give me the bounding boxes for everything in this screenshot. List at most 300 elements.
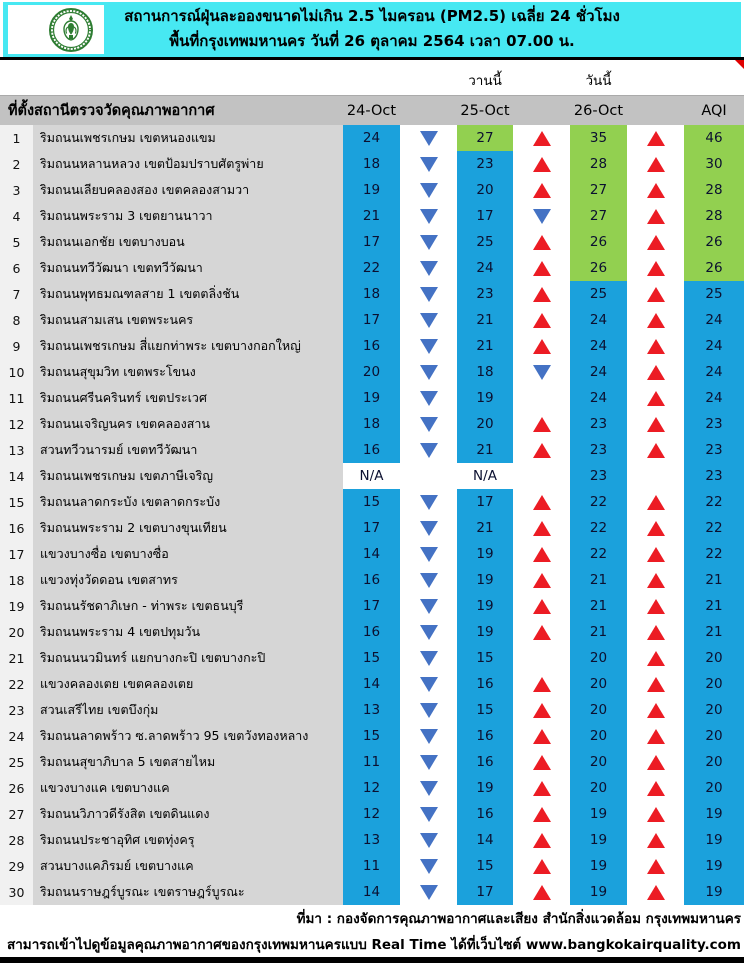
station-name: ริมถนนพระราม 2 เขตบางขุนเทียน [33,515,343,541]
value-cell-24oct: 12 [343,775,400,801]
trend-up-icon [647,313,665,328]
trend-down-icon [420,235,438,250]
trend-up-icon [647,443,665,458]
trend-up-icon [533,859,551,874]
corner-marker-icon [735,60,744,69]
value-cell-26oct: 20 [570,671,627,697]
trend-cell [513,827,570,853]
report-title: สถานการณ์ฝุ่นละอองขนาดไม่เกิน 2.5 ไมครอน (PM2.5) เฉลี่ย 24 ชั่วโมง [124,7,620,25]
value-cell-25oct: 25 [457,229,513,255]
value-cell-25oct: 15 [457,645,513,671]
trend-down-icon [420,755,438,770]
value-cell-26oct: 22 [570,515,627,541]
value-cell-25oct: 15 [457,697,513,723]
table-body [0,125,744,905]
table-row [0,489,744,515]
value-cell-25oct: 21 [457,333,513,359]
value-cell-aqi: 28 [684,177,744,203]
trend-cell [627,697,684,723]
trend-cell [513,749,570,775]
trend-cell [513,723,570,749]
table-row [0,463,744,489]
trend-down-icon [420,703,438,718]
value-cell-26oct: 24 [570,307,627,333]
day-label-row [0,60,744,95]
trend-cell [513,411,570,437]
value-cell-aqi: 21 [684,619,744,645]
trend-cell [400,333,457,359]
trend-cell [400,385,457,411]
trend-cell [627,541,684,567]
value-cell-aqi: 23 [684,437,744,463]
value-cell-aqi: 20 [684,671,744,697]
value-cell-24oct: 24 [343,125,400,151]
row-number: 14 [0,463,33,489]
table-row [0,671,744,697]
value-cell-aqi: 30 [684,151,744,177]
station-name: ริมถนนนวมินทร์ แยกบางกะปิ เขตบางกะปิ [33,645,343,671]
trend-cell [400,255,457,281]
trend-up-icon [647,573,665,588]
row-number: 20 [0,619,33,645]
value-cell-aqi: 23 [684,411,744,437]
table-row [0,879,744,905]
value-cell-26oct: 24 [570,359,627,385]
value-cell-26oct: 25 [570,281,627,307]
trend-up-icon [647,417,665,432]
trend-cell [400,853,457,879]
trend-up-icon [647,391,665,406]
table-row [0,827,744,853]
value-cell-25oct: 21 [457,437,513,463]
row-number: 7 [0,281,33,307]
trend-cell [627,385,684,411]
value-cell-24oct: 21 [343,203,400,229]
trend-cell [627,749,684,775]
trend-cell [513,645,570,671]
table-row [0,307,744,333]
table-row [0,281,744,307]
table-row [0,515,744,541]
trend-up-icon [533,807,551,822]
value-cell-24oct: 20 [343,359,400,385]
station-name: ริมถนนประชาอุทิศ เขตทุ่งครุ [33,827,343,853]
row-number: 29 [0,853,33,879]
value-cell-24oct: 18 [343,411,400,437]
trend-cell [513,671,570,697]
trend-up-icon [533,443,551,458]
trend-up-icon [533,547,551,562]
table-row [0,775,744,801]
trend-up-icon [647,235,665,250]
value-cell-25oct: 19 [457,541,513,567]
trend-up-icon [533,313,551,328]
value-cell-26oct: 27 [570,177,627,203]
value-cell-25oct: 16 [457,671,513,697]
trend-cell [513,879,570,905]
row-number: 12 [0,411,33,437]
trend-cell [513,255,570,281]
trend-cell [627,619,684,645]
trend-up-icon [647,755,665,770]
station-name: ริมถนนเจริญนคร เขตคลองสาน [33,411,343,437]
value-cell-aqi: 24 [684,359,744,385]
value-cell-24oct: 19 [343,385,400,411]
trend-cell [400,489,457,515]
trend-cell [627,879,684,905]
row-number: 18 [0,567,33,593]
trend-up-icon [647,703,665,718]
value-cell-25oct: 19 [457,593,513,619]
trend-down-icon [420,599,438,614]
trend-up-icon [647,261,665,276]
table-row [0,697,744,723]
column-header-26oct: 26-Oct [573,102,624,119]
value-cell-aqi: 22 [684,515,744,541]
station-name: สวนทวีวนารมย์ เขตทวีวัฒนา [33,437,343,463]
trend-cell [513,333,570,359]
table-row [0,411,744,437]
bottom-bar [0,957,744,963]
value-cell-24oct: 18 [343,151,400,177]
trend-down-icon [420,313,438,328]
value-cell-aqi: 20 [684,645,744,671]
row-number: 13 [0,437,33,463]
trend-cell [400,697,457,723]
value-cell-24oct: 13 [343,697,400,723]
station-name: ริมถนนราษฎร์บูรณะ เขตราษฎร์บูรณะ [33,879,343,905]
row-number: 16 [0,515,33,541]
trend-up-icon [533,157,551,172]
trend-up-icon [533,833,551,848]
value-cell-25oct: N/A [457,463,513,489]
value-cell-25oct: 17 [457,203,513,229]
trend-cell [513,203,570,229]
value-cell-aqi: 19 [684,879,744,905]
trend-cell [400,801,457,827]
station-name: ริมถนนพระราม 3 เขตยานนาวา [33,203,343,229]
value-cell-24oct: 11 [343,749,400,775]
table-row [0,593,744,619]
trend-cell [513,281,570,307]
trend-cell [627,723,684,749]
value-cell-24oct: N/A [343,463,400,489]
trend-up-icon [647,781,665,796]
trend-down-icon [420,183,438,198]
station-name: แขวงบางแค เขตบางแค [33,775,343,801]
trend-cell [627,827,684,853]
trend-cell [627,307,684,333]
value-cell-24oct: 11 [343,853,400,879]
trend-cell [400,281,457,307]
station-name: ริมถนนสุขุมวิท เขตพระโขนง [33,359,343,385]
value-cell-aqi: 24 [684,307,744,333]
trend-cell [627,281,684,307]
trend-up-icon [533,755,551,770]
value-cell-26oct: 20 [570,775,627,801]
row-number: 26 [0,775,33,801]
value-cell-25oct: 14 [457,827,513,853]
table-row [0,853,744,879]
table-row [0,359,744,385]
trend-up-icon [533,677,551,692]
trend-cell [513,229,570,255]
trend-up-icon [647,547,665,562]
trend-down-icon [420,781,438,796]
source-line: ที่มา : กองจัดการคุณภาพอากาศและเสียง สำนักสิ่งแวดล้อม กรุงเทพมหานคร [0,905,744,931]
value-cell-26oct: 22 [570,489,627,515]
trend-down-icon [420,339,438,354]
trend-up-icon [647,807,665,822]
value-cell-24oct: 15 [343,645,400,671]
trend-cell [513,619,570,645]
trend-cell [400,307,457,333]
station-name: แขวงคลองเตย เขตคลองเตย [33,671,343,697]
row-number: 19 [0,593,33,619]
value-cell-26oct: 21 [570,593,627,619]
today-label: วันนี้ [585,73,612,89]
station-name: ริมถนนศรีนครินทร์ เขตประเวศ [33,385,343,411]
trend-cell [627,853,684,879]
trend-up-icon [647,729,665,744]
trend-cell [513,515,570,541]
trend-up-icon [533,599,551,614]
trend-up-icon [647,677,665,692]
station-name: ริมถนนเพชรเกษม เขตภาษีเจริญ [33,463,343,489]
trend-cell [627,255,684,281]
value-cell-25oct: 17 [457,879,513,905]
value-cell-aqi: 20 [684,723,744,749]
table-row [0,801,744,827]
value-cell-24oct: 15 [343,489,400,515]
value-cell-aqi: 21 [684,567,744,593]
trend-up-icon [533,703,551,718]
row-number: 9 [0,333,33,359]
value-cell-aqi: 23 [684,463,744,489]
trend-up-icon [533,235,551,250]
row-number: 22 [0,671,33,697]
value-cell-aqi: 19 [684,827,744,853]
value-cell-24oct: 14 [343,541,400,567]
trend-up-icon [647,339,665,354]
trend-cell [400,567,457,593]
trend-cell [400,229,457,255]
value-cell-26oct: 28 [570,151,627,177]
trend-cell [627,333,684,359]
table-row [0,203,744,229]
value-cell-25oct: 16 [457,723,513,749]
trend-cell [513,567,570,593]
value-cell-24oct: 15 [343,723,400,749]
value-cell-25oct: 23 [457,281,513,307]
trend-down-icon [420,209,438,224]
realtime-line: สามารถเข้าไปดูข้อมูลคุณภาพอากาศของกรุงเทพมหานครแบบ Real Time ได้ที่เว็บไซต์ www.bangkokairquality.com [0,931,744,957]
trend-up-icon [647,183,665,198]
trend-cell [513,385,570,411]
value-cell-aqi: 21 [684,593,744,619]
station-name: ริมถนนลาดพร้าว ซ.ลาดพร้าว 95 เขตวังทองหลาง [33,723,343,749]
trend-cell [513,359,570,385]
value-cell-aqi: 46 [684,125,744,151]
value-cell-24oct: 14 [343,671,400,697]
trend-down-icon [420,287,438,302]
station-name: ริมถนนเพชรเกษม สี่แยกท่าพระ เขตบางกอกใหญ่ [33,333,343,359]
trend-cell [513,151,570,177]
table-row [0,385,744,411]
station-name: ริมถนนลาดกระบัง เขตลาดกระบัง [33,489,343,515]
table-row [0,255,744,281]
banner-titles [0,0,744,57]
value-cell-26oct: 23 [570,437,627,463]
trend-up-icon [533,729,551,744]
trend-up-icon [533,495,551,510]
trend-down-icon [420,885,438,900]
trend-up-icon [647,599,665,614]
trend-cell [400,359,457,385]
value-cell-24oct: 17 [343,307,400,333]
row-number: 1 [0,125,33,151]
table-header-row [0,95,744,125]
value-cell-25oct: 18 [457,359,513,385]
trend-cell [400,151,457,177]
value-cell-26oct: 23 [570,463,627,489]
station-name: ริมถนนสุขาภิบาล 5 เขตสายไหม [33,749,343,775]
table-row [0,437,744,463]
row-number: 2 [0,151,33,177]
trend-up-icon [533,521,551,536]
table-row [0,541,744,567]
header-banner [0,0,744,57]
value-cell-26oct: 19 [570,853,627,879]
row-number: 15 [0,489,33,515]
trend-up-icon [533,417,551,432]
trend-up-icon [533,131,551,146]
value-cell-26oct: 19 [570,827,627,853]
station-name: ริมถนนทวีวัฒนา เขตทวีวัฒนา [33,255,343,281]
trend-down-icon [420,547,438,562]
value-cell-26oct: 21 [570,619,627,645]
trend-up-icon [533,573,551,588]
trend-cell [627,645,684,671]
value-cell-24oct: 14 [343,879,400,905]
trend-cell [513,593,570,619]
trend-cell [513,775,570,801]
value-cell-26oct: 21 [570,567,627,593]
value-cell-aqi: 26 [684,255,744,281]
table-row [0,567,744,593]
value-cell-24oct: 17 [343,229,400,255]
station-name: สวนเสรีไทย เขตบึงกุ่ม [33,697,343,723]
value-cell-aqi: 26 [684,229,744,255]
row-number: 27 [0,801,33,827]
trend-cell [627,125,684,151]
value-cell-24oct: 19 [343,177,400,203]
trend-cell [627,411,684,437]
station-name: ริมถนนวิภาวดีรังสิต เขตดินแดง [33,801,343,827]
trend-down-icon [420,495,438,510]
value-cell-25oct: 24 [457,255,513,281]
trend-up-icon [647,131,665,146]
trend-cell [400,879,457,905]
row-number: 11 [0,385,33,411]
value-cell-25oct: 16 [457,749,513,775]
value-cell-aqi: 19 [684,853,744,879]
table-row [0,749,744,775]
station-name: สวนบางแคภิรมย์ เขตบางแค [33,853,343,879]
trend-down-icon [420,157,438,172]
trend-cell [513,489,570,515]
trend-cell [513,541,570,567]
column-header-24oct: 24-Oct [346,102,397,119]
trend-up-icon [533,339,551,354]
value-cell-aqi: 24 [684,385,744,411]
value-cell-25oct: 19 [457,385,513,411]
value-cell-aqi: 20 [684,697,744,723]
trend-down-icon [420,261,438,276]
trend-down-icon [420,365,438,380]
row-number: 23 [0,697,33,723]
trend-up-icon [647,625,665,640]
trend-up-icon [533,885,551,900]
trend-cell [627,775,684,801]
trend-cell [513,463,570,489]
trend-cell [400,593,457,619]
value-cell-24oct: 16 [343,333,400,359]
trend-cell [400,645,457,671]
value-cell-24oct: 22 [343,255,400,281]
trend-cell [513,177,570,203]
value-cell-26oct: 22 [570,541,627,567]
trend-down-icon [420,131,438,146]
trend-cell [627,801,684,827]
station-name: ริมถนนหลานหลวง เขตป้อมปราบศัตรูพ่าย [33,151,343,177]
trend-up-icon [647,495,665,510]
trend-down-icon [420,417,438,432]
trend-up-icon [533,625,551,640]
trend-down-icon [420,521,438,536]
value-cell-25oct: 19 [457,567,513,593]
trend-up-icon [647,209,665,224]
trend-up-icon [647,365,665,380]
station-column-header: ที่ตั้งสถานีตรวจวัดคุณภาพอากาศ [8,103,215,119]
trend-cell [400,749,457,775]
station-name: ริมถนนเลียบคลองสอง เขตคลองสามวา [33,177,343,203]
value-cell-25oct: 16 [457,801,513,827]
table-row [0,333,744,359]
value-cell-26oct: 23 [570,411,627,437]
table-row [0,723,744,749]
value-cell-24oct: 17 [343,515,400,541]
trend-up-icon [533,261,551,276]
trend-up-icon [533,781,551,796]
row-number: 21 [0,645,33,671]
trend-cell [513,125,570,151]
trend-down-icon [420,859,438,874]
trend-cell [627,203,684,229]
trend-cell [513,697,570,723]
station-name: แขวงบางซื่อ เขตบางซื่อ [33,541,343,567]
station-name: ริมถนนพุทธมณฑลสาย 1 เขตตลิ่งชัน [33,281,343,307]
trend-cell [400,203,457,229]
trend-cell [627,515,684,541]
report-subtitle: พื้นที่กรุงเทพมหานคร วันที่ 26 ตุลาคม 2564 เวลา 07.00 น. [169,31,575,50]
row-number: 28 [0,827,33,853]
value-cell-25oct: 20 [457,411,513,437]
trend-down-icon [533,209,551,224]
trend-cell [400,775,457,801]
value-cell-26oct: 20 [570,723,627,749]
trend-down-icon [420,677,438,692]
